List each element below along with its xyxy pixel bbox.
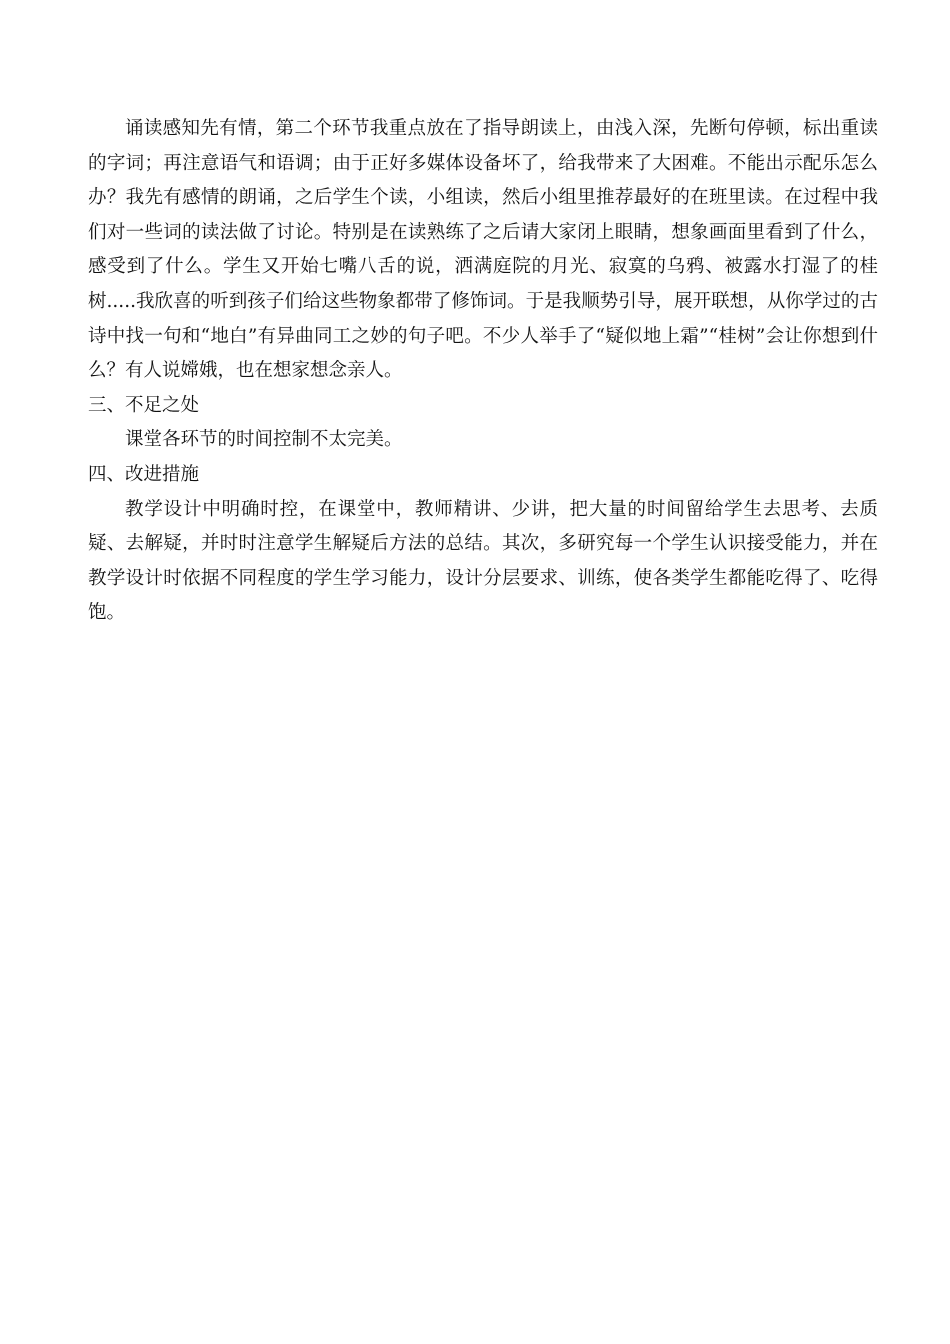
- paragraph-improvements: 教学设计中明确时控，在课堂中，教师精讲、少讲，把大量的时间留给学生去思考、去质疑、去解疑，并时时注意学生解疑后方法的总结。其次，多研究每一个学生认识接受能力，并在教学设计时依据不同程度的学生学习能力，设计分层要求、训练，使各类学生都能吃得了、吃得饱。: [88, 498, 878, 624]
- section-heading-shortcomings: 三、不足之处: [88, 394, 200, 416]
- paragraph-reading-guidance: 诵读感知先有情，第二个环节我重点放在了指导朗读上，由浅入深，先断句停顿，标出重读的字词；再注意语气和语调；由于正好多媒体设备坏了，给我带来了大困难。不能出示配乐怎么办？我先有感情的朗诵，之后学生个读，小组读，然后小组里推荐最好的在班里读。在过程中我们对一些词的读法做了讨论。特别是在读熟练了之后请大家闭上眼睛，想象画面里看到了什么，感受到了什么。学生又开始七嘴八舌的说，洒满庭院的月光、寂寞的乌鸦、被露水打湿了的桂树.....我欣喜的听到孩子们给这些物象都带了修饰词。于是我顺势引导，展开联想，从你学过的古诗中找一句和“地白”有异曲同工之妙的句子吧。不少人举手了“疑似地上霜”“桂树”会让你想到什么？有人说嫦娥，也在想家想念亲人。: [88, 118, 878, 382]
- document-page: [88, 112, 878, 631]
- section-heading-improvements: 四、改进措施: [88, 463, 200, 485]
- paragraph-shortcomings: 课堂各环节的时间控制不太完美。: [125, 429, 403, 451]
